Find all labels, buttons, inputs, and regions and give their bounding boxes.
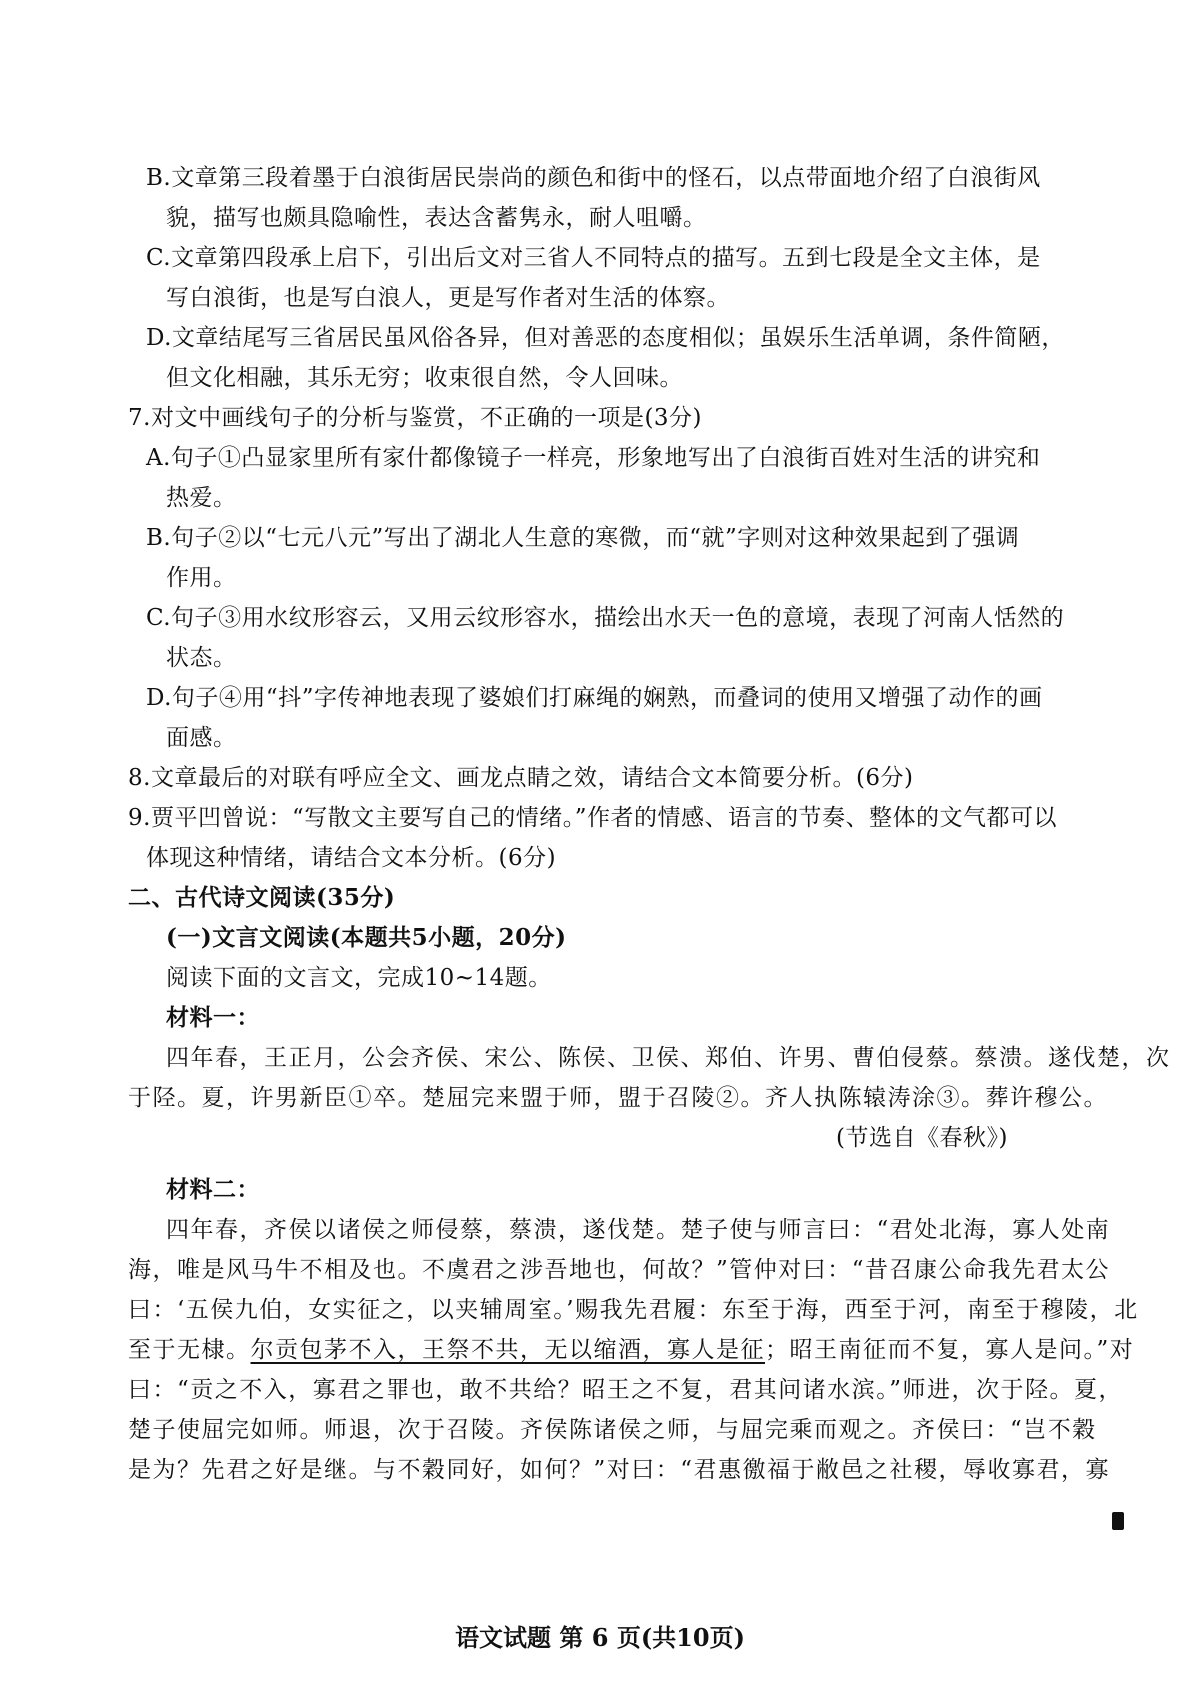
q7-stem: 7.对文中画线句子的分析与鉴赏，不正确的一项是(3分) (128, 405, 703, 431)
q6-option-d-line1: D.文章结尾写三省居民虽风俗各异，但对善恶的态度相似；虽娱乐生活单调，条件简陋， (146, 325, 1065, 351)
material-1-source: (节选自《春秋》) (836, 1125, 1008, 1151)
underlined-sentence: 尔贡包茅不入，王祭不共，无以缩酒，寡人是征 (250, 1337, 765, 1363)
q7-option-c-line2: 状态。 (166, 645, 237, 671)
material-2-line4 (128, 1330, 1135, 1370)
q6-option-d-line2: 但文化相融，其乐无穷；收束很自然，令人回味。 (166, 365, 683, 391)
q7-option-b-line1: B.句子②以“七元八元”写出了湖北人生意的寒微，而“就”字则对这种效果起到了强调 (146, 525, 1020, 551)
material-2-label: 材料二： (166, 1176, 260, 1203)
material-2-line5: 曰：“贡之不入，寡君之罪也，敢不共给？昭王之不复，君其问诸水滨。”师进，次于陉。夏， (128, 1377, 1124, 1403)
material-1-line1: 四年春，王正月，公会齐侯、宋公、陈侯、卫侯、郑伯、许男、曹伯侵蔡。蔡溃。遂伐楚，次 (166, 1045, 1171, 1071)
material-2-line2: 海，唯是风马牛不相及也。不虞君之涉吾地也，何故？”管仲对曰：“昔召康公命我先君太公 (128, 1257, 1111, 1283)
q8-stem: 8.文章最后的对联有呼应全文、画龙点睛之效，请结合文本简要分析。(6分) (128, 765, 914, 791)
page-footer: 语文试题 第 6 页(共10页) (455, 1623, 745, 1652)
q6-option-c-line1: C.文章第四段承上启下，引出后文对三省人不同特点的描写。五到七段是全文主体，是 (146, 245, 1041, 271)
q7-option-d-line1: D.句子④用“抖”字传神地表现了婆娘们打麻绳的娴熟，而叠词的使用又增强了动作的画 (146, 685, 1043, 711)
page-content (128, 158, 1171, 1490)
subsection-classical-prose-title: (一)文言文阅读(本题共5小题，20分) (166, 924, 567, 951)
q7-option-b-line2: 作用。 (166, 565, 237, 591)
q6-option-b-line2: 貌，描写也颇具隐喻性，表达含蓄隽永，耐人咀嚼。 (166, 205, 707, 231)
material-2-line3: 曰：‘五侯九伯，女实征之，以夹辅周室。’赐我先君履：东至于海，西至于河，南至于穆陵，北 (128, 1297, 1139, 1323)
q6-option-b-line1: B.文章第三段着墨于白浪街居民崇尚的颜色和街中的怪石，以点带面地介绍了白浪街风 (146, 165, 1041, 191)
q7-option-a-line1: A.句子①凸显家里所有家什都像镜子一样亮，形象地写出了白浪街百姓对生活的讲究和 (146, 445, 1041, 471)
section-2-title: 二、古代诗文阅读(35分) (128, 884, 396, 911)
q9-stem-line1: 9.贾平凹曾说：“写散文主要写自己的情绪。”作者的情感、语言的节奏、整体的文气都可以 (128, 805, 1057, 831)
spacer (128, 1158, 1008, 1170)
q7-option-c-line1: C.句子③用水纹形容云，又用云纹形容水，描绘出水天一色的意境，表现了河南人恬然的 (146, 605, 1065, 631)
material-2-line4-end: ；昭王南征而不复，寡人是问。”对 (765, 1337, 1135, 1363)
material-2-line4-start: 至于无棣。 (128, 1337, 251, 1363)
material-2-line6: 楚子使屈完如师。师退，次于召陵。齐侯陈诸侯之师，与屈完乘而观之。齐侯曰：“岂不穀 (128, 1417, 1097, 1443)
material-2-line1: 四年春，齐侯以诸侯之师侵蔡，蔡溃，遂伐楚。楚子使与师言曰：“君处北海，寡人处南 (166, 1217, 1111, 1243)
q9-stem-line2: 体现这种情绪，请结合文本分析。(6分) (146, 845, 557, 871)
scan-mark (1112, 1512, 1124, 1530)
material-2-line7: 是为？先君之好是继。与不穀同好，如何？”对曰：“君惠徼福于敝邑之社稷，辱收寡君，寡 (128, 1457, 1111, 1483)
q7-option-a-line2: 热爱。 (166, 485, 237, 511)
q7-option-d-line2: 面感。 (166, 725, 237, 751)
material-1-label: 材料一： (166, 1004, 260, 1031)
material-1-line2: 于陉。夏，许男新臣①卒。楚屈完来盟于师，盟于召陵②。齐人执陈辕涛涂③。葬许穆公。 (128, 1085, 1108, 1111)
reading-instruction: 阅读下面的文言文，完成10~14题。 (166, 965, 552, 991)
q6-option-c-line2: 写白浪街，也是写白浪人，更是写作者对生活的体察。 (166, 285, 730, 311)
